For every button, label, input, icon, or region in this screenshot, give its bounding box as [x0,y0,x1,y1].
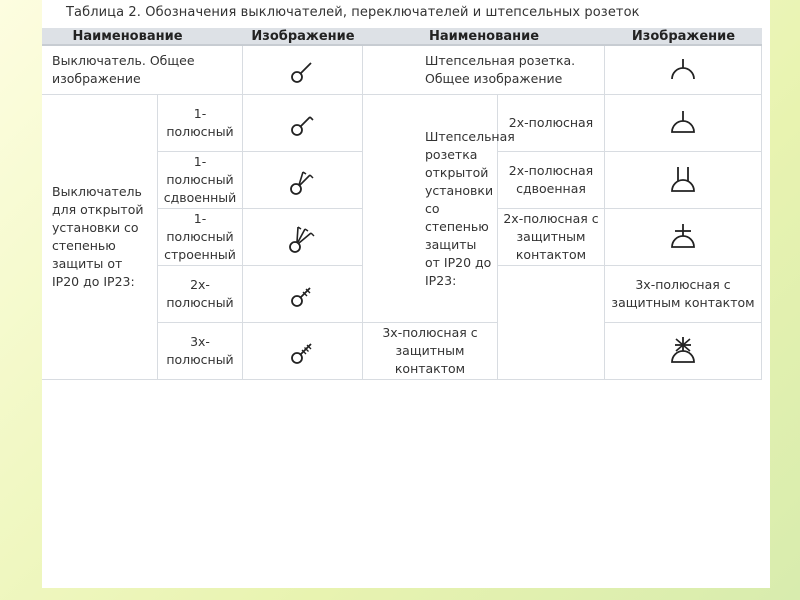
table-caption: Таблица 2. Обозначения выключателей, переключателей и штепсельных розеток [66,5,640,20]
switch-open-item: 2х-полюсный [158,266,243,323]
header-name-left: Наименование [42,28,243,46]
document-sheet [42,0,770,588]
header-image-left: Изображение [243,28,363,46]
switch-open-1p-double-icon [288,164,318,196]
switch-general-icon [288,55,318,85]
table-row [42,95,762,152]
socket-2p-icon [666,106,700,140]
switch-open-1p-icon [288,108,318,138]
socket-open-item: 2х-полюсная [498,95,605,152]
switch-open-3p-icon [288,336,318,366]
socket-open-2p-double-cell [605,152,762,209]
switch-open-item: 1-полюсный строенный [158,209,243,266]
switch-open-3p-cell [243,323,363,380]
socket-general-cell [605,46,762,95]
socket-open-group-spacer [498,266,605,380]
socket-general-icon [666,55,700,85]
switch-open-2p-cell [243,266,363,323]
header-image-right: Изображение [605,28,762,46]
switch-open-group-label: Выключатель для открытой установки со степенью защиты от IP20 до IP23: [42,95,158,380]
socket-open-3p-earth-cell [605,323,762,380]
header-name-right: Наименование [363,28,605,46]
socket-2p-double-icon [666,163,700,197]
switch-open-1p-triple-icon [287,220,319,254]
socket-open-group-label: Штепсельная розетка открытой установки со степенью защиты от IP20 до IP23: [363,95,498,323]
switch-open-item: 3х-полюсный [158,323,243,380]
socket-3p-earth-icon [666,334,700,368]
socket-open-item: 3х-полюсная с защитным контактом [605,266,762,323]
switch-general-cell [243,46,363,95]
switch-open-1p-cell [243,95,363,152]
switch-open-1p-triple-cell [243,209,363,266]
table-header-row [42,28,762,46]
table-row [42,46,762,95]
switch-open-item: 1-полюсный [158,95,243,152]
socket-general-label: Штепсельная розетка. Общее изображение [363,46,605,95]
switch-open-1p-double-cell [243,152,363,209]
switch-open-item: 1-полюсный сдвоенный [158,152,243,209]
socket-open-item: 2х-полюсная с защитным контактом [498,209,605,266]
socket-open-item: 3х-полюсная с защитным контактом [363,323,498,380]
socket-open-item: 2х-полюсная сдвоенная [498,152,605,209]
symbols-table [42,28,762,380]
socket-open-2p-earth-cell [605,209,762,266]
switch-general-label: Выключатель. Общее изображение [42,46,243,95]
socket-2p-earth-icon [666,220,700,254]
switch-open-2p-icon [288,279,318,309]
socket-open-2p-cell [605,95,762,152]
